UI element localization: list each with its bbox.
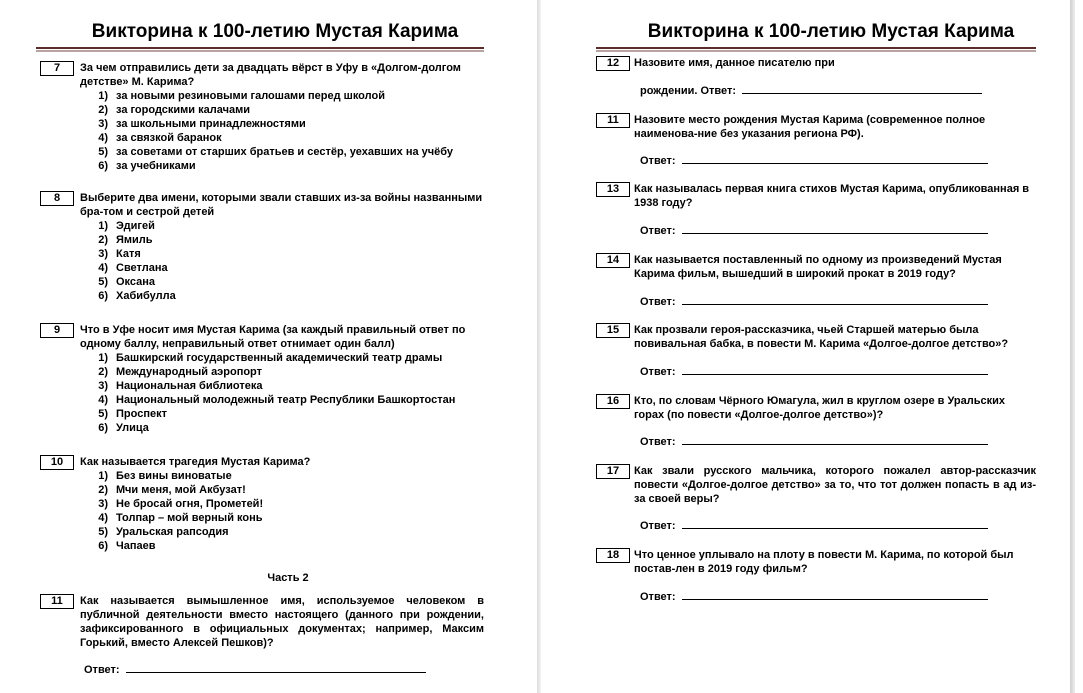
question-text: Что в Уфе носит имя Мустая Карима (за каждый правильный ответ по одному баллу, неправильный ответ отнимает один балл) [80, 324, 466, 350]
page-title: Викторина к 100-летию Мустая Карима [647, 21, 1015, 42]
option: 2) Ямиль [98, 234, 153, 246]
page-edge [1070, 0, 1075, 693]
question-text: Как называлась первая книга стихов Мустая Карима, опубликованная в 1938 году? [634, 183, 1030, 209]
title-rule [596, 47, 1036, 49]
question-text: Назовите место рождения Мустая Карима (современное полное наименова-ние без указания региона РФ). [634, 114, 986, 140]
question-number: 13 [596, 182, 630, 197]
question-number: 11 [596, 113, 630, 128]
answer-field[interactable] [640, 518, 988, 532]
option: 6) Чапаев [98, 540, 156, 552]
question-text: Выберите два имени, которыми звали ставших из-за войны названными бра-том и сестрой детей [80, 192, 483, 218]
option: 3) Катя [98, 248, 141, 260]
answer-label: Ответ: [640, 436, 676, 448]
question-text: Назовите имя, данное писателю при [634, 57, 835, 69]
answer-field[interactable] [640, 83, 982, 97]
question-number: 9 [40, 323, 74, 338]
question-text: Как прозвали героя-рассказчика, чьей Старшей матерью была повивальная бабка, в повести М. Карима «Долгое-долгое детство»? [634, 324, 1009, 350]
options-list [36, 89, 484, 173]
answer-line[interactable] [682, 223, 988, 234]
answer-line[interactable] [682, 434, 988, 445]
question-number: 10 [40, 455, 74, 470]
options-list [36, 469, 484, 553]
title-rule-light [596, 50, 1036, 52]
option: 2) Мчи меня, мой Акбузат! [98, 484, 246, 496]
option: 6) Улица [98, 422, 149, 434]
options-list [36, 219, 484, 303]
answer-label: Ответ: [640, 296, 676, 308]
answer-field[interactable] [640, 153, 988, 167]
option: 1) за новыми резиновыми галошами перед школой [98, 90, 385, 102]
options-list [36, 351, 484, 435]
question-8 [36, 191, 484, 303]
question-17 [596, 464, 1036, 506]
answer-label: Ответ: [640, 155, 676, 167]
question-13 [596, 182, 1036, 210]
question-18 [596, 548, 1036, 576]
question-number: 17 [596, 464, 630, 479]
answer-field[interactable] [640, 434, 988, 448]
question-text: За чем отправились дети за двадцать вёрст в Уфу в «Долгом-долгом детстве» М. Карима? [80, 62, 461, 88]
question-7 [36, 61, 484, 173]
answer-label: Ответ: [640, 591, 676, 603]
question-text: Как называется вымышленное имя, используемое человеком в публичной деятельности вместо настоящего (данного при рождении, зафиксированного в официальных документах; например, Максим Горький, вместо Алексей Пешков)? [80, 595, 484, 649]
answer-line[interactable] [682, 364, 988, 375]
page-title: Викторина к 100-летию Мустая Карима [91, 21, 459, 42]
page-gutter [537, 0, 541, 693]
option: 5) за советами от старших братьев и сестёр, уехавших на учёбу [98, 146, 454, 158]
question-12 [596, 56, 1036, 70]
option: 2) за городскими калачами [98, 104, 250, 116]
option: 5) Оксана [98, 276, 156, 288]
option: 4) за связкой баранок [98, 132, 222, 144]
option: 4) Светлана [98, 262, 168, 274]
left-page [36, 0, 484, 693]
question-10 [36, 455, 484, 553]
question-text: Как называется трагедия Мустая Карима? [80, 456, 311, 468]
option: 6) за учебниками [98, 160, 196, 172]
answer-line[interactable] [742, 83, 982, 94]
answer-line[interactable] [126, 662, 426, 673]
question-9 [36, 323, 484, 435]
question-16 [596, 394, 1036, 422]
title-rule-light [36, 50, 484, 52]
question-15 [596, 323, 1036, 351]
answer-line[interactable] [682, 294, 988, 305]
option: 1) Башкирский государственный академический театр драмы [98, 352, 443, 364]
answer-line[interactable] [682, 518, 988, 529]
question-number: 18 [596, 548, 630, 563]
answer-field[interactable] [640, 294, 988, 308]
answer-field[interactable] [640, 223, 988, 237]
option: 4) Национальный молодежный театр Республики Башкортостан [98, 394, 456, 406]
option: 1) Эдигей [98, 220, 155, 232]
answer-label: рождении. Ответ: [640, 85, 737, 97]
question-text: Кто, по словам Чёрного Юмагула, жил в круглом озере в Уральских горах (по повести «Долгое-долгое детство»)? [634, 395, 1005, 421]
question-11-pseudonym [36, 594, 484, 650]
question-number: 8 [40, 191, 74, 206]
question-number: 14 [596, 253, 630, 268]
question-number: 11 [40, 594, 74, 609]
answer-label: Ответ: [640, 366, 676, 378]
part-heading: Часть 2 [267, 572, 309, 584]
option: 3) Национальная библиотека [98, 380, 263, 392]
question-14 [596, 253, 1036, 281]
question-number: 15 [596, 323, 630, 338]
option: 5) Проспект [98, 408, 167, 420]
option: 3) Не бросай огня, Прометей! [98, 498, 264, 510]
option: 6) Хабибулла [98, 290, 176, 302]
answer-label: Ответ: [640, 225, 676, 237]
answer-field[interactable] [640, 589, 988, 603]
answer-field[interactable] [84, 662, 426, 676]
question-number: 12 [596, 56, 630, 71]
option: 3) за школьными принадлежностями [98, 118, 306, 130]
question-text: Как звали русского мальчика, которого пожалел автор-рассказчик повести «Долгое-долгое детство» за то, что тот должен попасть в ад из-за своей веры? [634, 465, 1036, 505]
option: 2) Международный аэропорт [98, 366, 263, 378]
option: 5) Уральская рапсодия [98, 526, 229, 538]
answer-line[interactable] [682, 153, 988, 164]
answer-line[interactable] [682, 589, 988, 600]
right-page [596, 0, 1036, 693]
question-number: 16 [596, 394, 630, 409]
question-text: Что ценное уплывало на плоту в повести М. Карима, по которой был постав-лен в 2019 году фильм? [634, 549, 1014, 575]
question-text: Как называется поставленный по одному из произведений Мустая Карима фильм, вышедший в широкий прокат в 2019 году? [634, 254, 1002, 280]
title-rule [36, 47, 484, 49]
question-11-birthplace [596, 113, 1036, 141]
answer-label: Ответ: [84, 664, 120, 676]
option: 4) Толпар – мой верный конь [98, 512, 263, 524]
answer-field[interactable] [640, 364, 988, 378]
answer-label: Ответ: [640, 520, 676, 532]
option: 1) Без вины виноватые [98, 470, 232, 482]
question-number: 7 [40, 61, 74, 76]
